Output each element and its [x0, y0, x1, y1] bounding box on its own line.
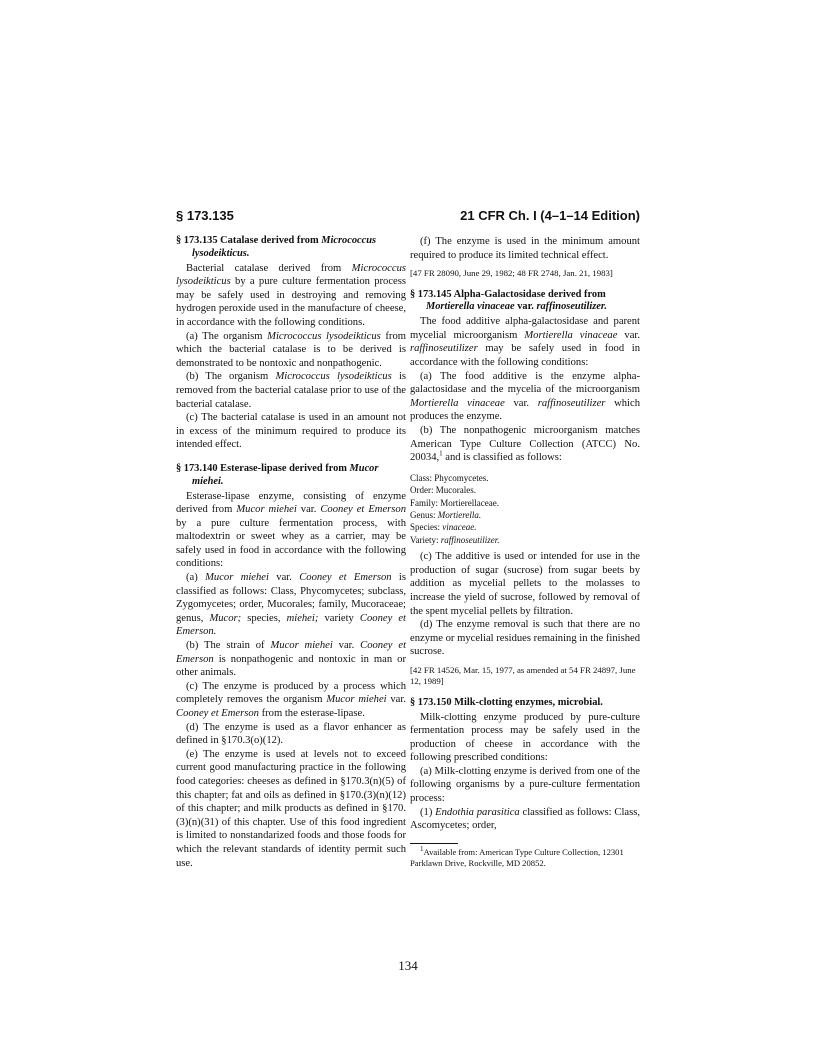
genus-line: Genus: Mortierella. — [410, 509, 482, 520]
paragraph: (d) The enzyme is used as a flavor enhancer as defined in §170.3(o)(12). — [176, 721, 406, 747]
paragraph: (a) The food additive is the enzyme alpha-galactosidase and the mycelia of the microorganism Mortierella vinaceae var. raffinoseutilizer which produces the enzyme. — [410, 370, 640, 423]
page-number: 134 — [398, 958, 418, 973]
species-line: Species: vinaceae. — [410, 522, 477, 533]
classification-list — [410, 472, 640, 546]
footnote-ref: 1 — [439, 449, 443, 458]
class-line: Class: Phycomycetes. — [410, 472, 489, 483]
paragraph: (a) The organism Micrococcus lysodeikticus from which the bacterial catalase is to be derived is demonstrated to be nontoxic and nonpathogenic. — [176, 330, 406, 369]
paragraph: Esterase-lipase enzyme, consisting of enzyme derived from Mucor miehei var. Cooney et Emerson by a pure culture fermentation process, with maltodextrin or sweet whey as a carrier, may be safely used in food in accordance with the following conditions: — [176, 490, 406, 570]
paragraph: (c) The additive is used or intended for use in the production of sugar (sucrose) from sugar beets by addition as mycelial pellets to the molasses to increase the yield of sucrose, followed by removal of the spent mycelial pellets by filtration. — [410, 551, 640, 617]
section-173-135-heading: § 173.135 Catalase derived from Micrococcus lysodeikticus. — [176, 235, 377, 259]
paragraph: (b) The organism Micrococcus lysodeikticus is removed from the bacterial catalase prior to use of the bacterial catalase. — [176, 371, 407, 410]
paragraph: (c) The bacterial catalase is used in an amount not in excess of the minimum required to produce its intended effect. — [176, 412, 406, 451]
footnote-divider — [410, 843, 458, 844]
paragraph: (c) The enzyme is produced by a process which completely removes the organism Mucor miehei var. Cooney et Emerson from the esterase-lipase. — [176, 680, 406, 719]
paragraph: (f) The enzyme is used in the minimum amount required to produce its limited technical effect. — [410, 236, 640, 261]
running-header-title: 21 CFR Ch. I (4–1–14 Edition) — [460, 208, 640, 223]
left-column — [176, 235, 406, 870]
paragraph: (e) The enzyme is used at levels not to exceed current good manufacturing practice in the following food categories: cheeses as defined in §170.3(n)(5) of this chapter; fat and oils as defined in §170.(3)(n)(12) of this chapter; and milk products as defined in §170.(3)(n)(31) of this chapter. Use of this food ingredient is limited to nonstandarized foods and those foods for which the relevant standards of identity permit such use. — [176, 748, 406, 869]
paragraph: Bacterial catalase derived from Micrococcus lysodeikticus by a pure culture fermentation process may be safely used in destroying and removing hydrogen peroxide used in the manufacture of cheese, in accordance with the following conditions. — [176, 262, 406, 328]
paragraph: (a) Milk-clotting enzyme is derived from one of the following organisms by a pure-culture fermentation process: — [410, 765, 640, 805]
family-line: Family: Mortierellaceae. — [410, 497, 499, 508]
section-173-145-heading: § 173.145 Alpha-Galactosidase derived from Mortierella vinaceae var. raffinoseutilizer. — [410, 288, 607, 313]
paragraph: Milk-clotting enzyme produced by pure-culture fermentation process may be safely used in the production of cheese in accordance with the following prescribed conditions: — [410, 711, 640, 764]
section-173-150-heading: § 173.150 Milk-clotting enzymes, microbial. — [410, 696, 603, 708]
paragraph: The food additive alpha-galactosidase and parent mycelial microorganism Mortierella vinaceae var. raffinoseutilizer may be safely used in food in accordance with the following conditions: — [410, 316, 640, 368]
footnote: $^1$Available from: American Type Culture Collection, 12301 Parklawn Drive, Rockville, MD 20852. — [410, 845, 624, 869]
running-header-section: § 173.135 — [176, 208, 234, 223]
citation: [42 FR 14526, Mar. 15, 1977, as amended at 54 FR 24897, June 12, 1989] — [410, 664, 636, 687]
paragraph: (b) The nonpathogenic microorganism matches American Type Culture Collection (ATCC) No. 20034,$^1$ and is classified as follows: — [410, 424, 640, 464]
order-line: Order: Mucorales. — [410, 485, 476, 496]
paragraph: (b) The strain of Mucor miehei var. Cooney et Emerson is nonpathogenic and nontoxic in man or other animals. — [176, 640, 407, 679]
variety-line: Variety: raffinoseutilizer. — [410, 534, 500, 545]
citation: [47 FR 28090, June 29, 1982; 48 FR 2748, Jan. 21, 1983] — [410, 268, 613, 279]
right-column — [410, 235, 640, 870]
paragraph: (d) The enzyme removal is such that there are no enzyme or mycelial residues remaining in the finished sucrose. — [410, 619, 640, 658]
paragraph: (1) Endothia parasitica classified as follows: Class, Ascomycetes; order, — [410, 806, 640, 832]
section-173-140-heading: § 173.140 Esterase-lipase derived from Mucor miehei. — [176, 462, 379, 487]
paragraph: (a) Mucor miehei var. Cooney et Emerson is classified as follows: Class, Phycomycetes; subclass, Zygomycetes; order, Mucorales; family, Mucoraceae; genus, Mucor; species, miehei; variety Cooney et Emerson. — [176, 572, 406, 638]
